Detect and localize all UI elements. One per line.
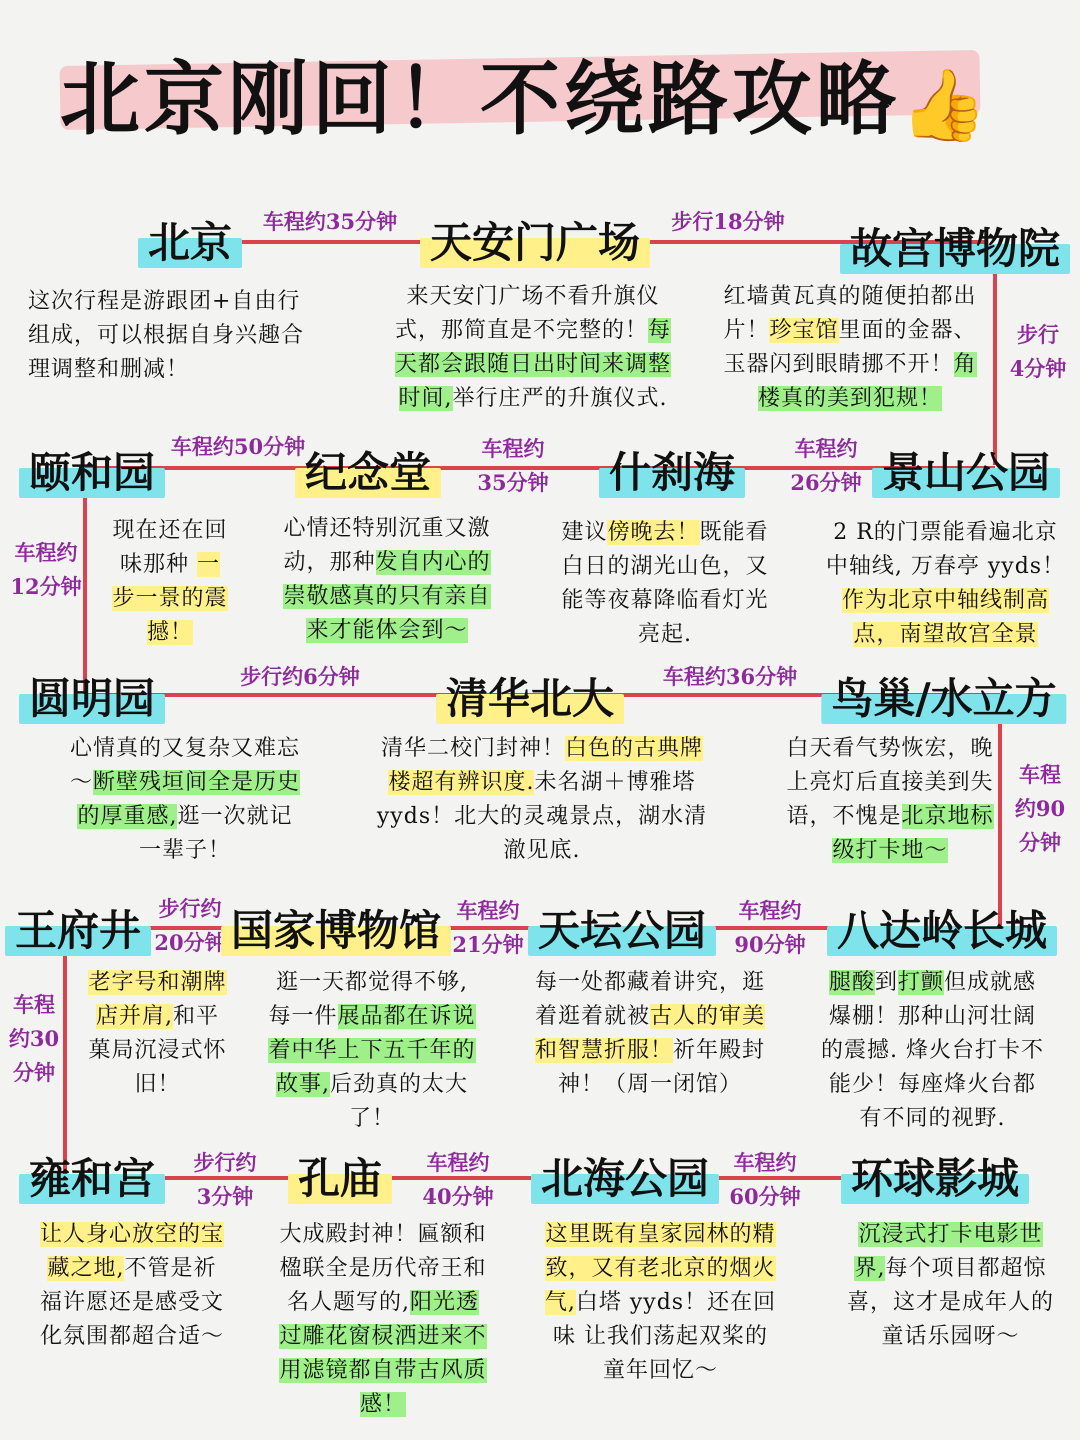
- desc-highlight: 傍晚去！: [607, 520, 700, 545]
- desc-gugong: [705, 280, 995, 416]
- desc-text: 清华二校门封神！: [380, 736, 565, 761]
- desc-highlight: 气,: [544, 1290, 576, 1315]
- desc-text: 心情真的又复杂又难忘: [69, 736, 300, 761]
- desc-highlight: 阳光透: [409, 1290, 479, 1315]
- desc-text: 童话乐园呀～: [881, 1324, 1020, 1349]
- desc-highlight: 级打卡地～: [832, 838, 948, 863]
- place-gugong: 故宫博物院: [840, 222, 1070, 280]
- desc-highlight: 北京地标: [901, 804, 994, 829]
- desc-highlight: 步一景的震: [112, 586, 228, 611]
- time-line: 分钟: [1018, 830, 1061, 855]
- desc-highlight: 撼！: [146, 620, 193, 645]
- desc-highlight: 界,: [854, 1256, 886, 1281]
- desc-text: 味那种: [119, 552, 189, 577]
- time-line: 约30: [8, 1026, 60, 1051]
- desc-text: 童年回忆～: [602, 1358, 718, 1383]
- time-line: 车程: [1018, 762, 1061, 787]
- desc-text: 一辈子！: [138, 838, 231, 863]
- desc-text: yyds！北大的灵魂景点，湖水清: [376, 804, 708, 829]
- time-line: 40分钟: [422, 1184, 494, 1209]
- time-niaochao-badaling: [1015, 758, 1065, 860]
- time-line: 35分钟: [477, 470, 549, 495]
- desc-text: 举行庄严的升旗仪式.: [452, 386, 668, 411]
- desc-highlight: 用滤镜都自带古风质: [279, 1358, 487, 1383]
- time-line: 4分钟: [1009, 356, 1067, 381]
- desc-yuanmingyuan: [40, 732, 330, 868]
- desc-highlight: 让人身心放空的宝: [39, 1222, 224, 1247]
- desc-highlight: 一: [197, 552, 221, 577]
- place-niaochao: 鸟巢/水立方: [821, 672, 1066, 730]
- page-title: [60, 50, 992, 150]
- desc-text: 现在还在回: [112, 518, 228, 543]
- time-jiniantang-shichahai: [477, 432, 548, 500]
- time-line: 步行约: [193, 1150, 257, 1175]
- time-line: 12分钟: [10, 574, 82, 599]
- desc-highlight: 断壁残垣间全是历史: [93, 770, 301, 795]
- desc-text: 楹联全是历代帝王和: [279, 1256, 487, 1281]
- desc-text: 每一处都藏着讲究，逛: [534, 970, 765, 995]
- desc-wangfujing: [75, 966, 240, 1102]
- desc-highlight: 点，南望故宫全景: [853, 622, 1038, 647]
- thumbs-up-icon: 👍: [900, 64, 992, 147]
- place-qinghua: 清华北大: [436, 672, 624, 730]
- desc-tiantan: [510, 966, 790, 1102]
- desc-highlight: 藏之地,: [47, 1256, 125, 1281]
- time-line: 车程: [12, 992, 55, 1017]
- time-line: 车程约: [426, 1150, 490, 1175]
- time-line: 21分钟: [452, 932, 524, 957]
- place-huanqiu: 环球影城: [841, 1152, 1029, 1210]
- time-yiheyuan-yuanmingyuan: [10, 536, 81, 604]
- time-tiananmen-gugong: 步行18分钟: [671, 209, 785, 234]
- desc-guobo: [252, 966, 492, 1136]
- desc-text: 白日的湖光山色，又: [561, 554, 769, 579]
- desc-highlight: 崇敬感真的只有亲自: [283, 584, 491, 609]
- desc-text: 祈年殿封: [673, 1038, 766, 1063]
- desc-text: 既能看: [699, 520, 769, 545]
- place-tiantan: 天坛公园: [528, 904, 716, 962]
- desc-text: 语，不愧是: [786, 804, 902, 829]
- place-tiananmen: 天安门广场: [420, 216, 650, 274]
- desc-text: 式，那简直是不完整的！: [394, 318, 648, 343]
- time-line: 步行约: [158, 896, 222, 921]
- desc-highlight: 每: [648, 318, 672, 343]
- desc-text: 到: [874, 970, 898, 995]
- time-line: 约90: [1014, 796, 1066, 821]
- time-beijing-tiananmen: 车程约35分钟: [262, 209, 398, 234]
- desc-highlight: 角: [953, 352, 977, 377]
- time-tiantan-badaling: [734, 894, 805, 962]
- desc-text: 福许愿还是感受文: [39, 1290, 224, 1315]
- desc-highlight: 打颤: [898, 970, 945, 995]
- place-wangfujing: 王府井: [5, 904, 151, 962]
- desc-highlight: 店并肩,: [95, 1004, 173, 1029]
- time-shichahai-jingshan: [790, 432, 861, 500]
- desc-text: 白塔 yyds！还在回: [575, 1290, 777, 1315]
- time-line: 90分钟: [734, 932, 806, 957]
- desc-text: 化氛围都超合适～: [39, 1324, 224, 1349]
- desc-badaling: [800, 966, 1065, 1136]
- desc-text: 能少！每座烽火台都: [828, 1072, 1036, 1097]
- desc-highlight: 着中华上下五千年的: [268, 1038, 476, 1063]
- time-line: 车程约: [481, 436, 545, 461]
- desc-text: 片！: [723, 318, 770, 343]
- desc-shichahai: [540, 516, 790, 652]
- desc-highlight: 天都会跟随日出时间来调整: [394, 352, 671, 377]
- desc-line: 理调整和删减！: [28, 357, 190, 382]
- desc-text: 亮起.: [638, 622, 692, 647]
- desc-highlight: 楼超有辨识度.: [388, 770, 535, 795]
- desc-highlight: 腿酸: [828, 970, 875, 995]
- desc-highlight: 故事,: [275, 1072, 330, 1097]
- desc-text: 逛一次就记: [177, 804, 293, 829]
- desc-kongmiao: [258, 1218, 508, 1422]
- desc-text: 澈见底.: [503, 838, 581, 863]
- desc-text: 来天安门广场不看升旗仪: [406, 284, 660, 309]
- place-shichahai: 什刹海: [599, 446, 745, 504]
- desc-highlight: 古人的审美: [650, 1004, 766, 1029]
- desc-text: 红墙黄瓦真的随便拍都出: [723, 284, 977, 309]
- desc-text: 神！（周一闭馆）: [557, 1072, 742, 1097]
- desc-text: 玉器闪到眼睛挪不开！: [723, 352, 954, 377]
- place-jingshan: 景山公园: [872, 446, 1060, 504]
- place-kongmiao: 孔庙: [288, 1152, 392, 1210]
- time-wangfujing-yonghegong: [9, 988, 59, 1090]
- desc-jiniantang: [262, 512, 512, 648]
- desc-text: 心情还特别沉重又激: [283, 516, 491, 541]
- desc-text: 菓局沉浸式怀: [88, 1038, 227, 1063]
- desc-highlight: 老字号和潮牌: [88, 970, 227, 995]
- desc-text: 爆棚！那种山河壮阔: [828, 1004, 1036, 1029]
- desc-text: 每一件: [268, 1004, 338, 1029]
- desc-text: 有不同的视野.: [859, 1106, 1006, 1131]
- place-jiniantang: 纪念堂: [295, 446, 441, 504]
- desc-highlight: 感！: [359, 1392, 406, 1417]
- time-gugong-jingshan: [1010, 318, 1067, 386]
- desc-intro: [28, 285, 348, 387]
- desc-text: 每个项目都超惊: [885, 1256, 1047, 1281]
- desc-highlight: 楼真的美到犯规！: [757, 386, 942, 411]
- time-line: 车程约: [733, 1150, 797, 1175]
- time-line: 步行: [1017, 322, 1059, 347]
- place-yonghegong: 雍和宫: [19, 1152, 165, 1210]
- desc-niaochao: [770, 732, 1010, 868]
- time-guobo-tiantan: [452, 894, 523, 962]
- desc-highlight: 来才能体会到～: [306, 618, 468, 643]
- desc-text: 味 让我们荡起双桨的: [553, 1324, 768, 1349]
- desc-text: 逛一天都觉得不够,: [276, 970, 468, 995]
- desc-text: 未名湖＋博雅塔: [534, 770, 696, 795]
- time-line: 20分钟: [154, 930, 226, 955]
- desc-highlight: 这里既有皇家园林的精: [545, 1222, 776, 1247]
- time-line: 车程约: [456, 898, 520, 923]
- desc-text: 着逛着就被: [534, 1004, 650, 1029]
- desc-text: 上亮灯后直接美到失: [786, 770, 994, 795]
- desc-text: 里面的金器、: [838, 318, 977, 343]
- desc-text: 旧！: [134, 1072, 181, 1097]
- time-yiheyuan-jiniantang: 车程约50分钟: [170, 434, 306, 459]
- desc-text: 动，那种: [283, 550, 376, 575]
- desc-text: 喜，这才是成年人的: [846, 1290, 1054, 1315]
- time-qinghua-niaochao: 车程约36分钟: [662, 664, 798, 689]
- desc-highlight: 展品都在诉说: [337, 1004, 476, 1029]
- time-yuanmingyuan-qinghua: 步行约6分钟: [240, 664, 360, 689]
- desc-line: 组成，可以根据自身兴趣合: [28, 323, 305, 348]
- desc-text: 大成殿封神！匾额和: [279, 1222, 487, 1247]
- place-guobo: 国家博物馆: [221, 904, 451, 962]
- desc-jingshan: [818, 516, 1073, 652]
- place-yuanmingyuan: 圆明园: [19, 672, 165, 730]
- place-beijing: 北京: [138, 216, 242, 274]
- desc-text: 但成就感: [944, 970, 1037, 995]
- desc-qinghua: [362, 732, 722, 868]
- desc-text: 白天看气势恢宏，晚: [786, 736, 994, 761]
- desc-highlight: 沉浸式打卡电影世: [858, 1222, 1043, 1247]
- desc-text: 能等夜幕降临看灯光: [561, 588, 769, 613]
- place-yiheyuan: 颐和园: [19, 446, 165, 504]
- desc-text: 名人题写的,: [286, 1290, 410, 1315]
- time-line: 分钟: [12, 1060, 55, 1085]
- time-kongmiao-beihai: [422, 1146, 493, 1214]
- desc-text: 后劲真的太大: [329, 1072, 468, 1097]
- desc-yonghegong: [22, 1218, 242, 1354]
- place-badaling: 八达岭长城: [827, 904, 1057, 962]
- time-yonghegong-kongmiao: [194, 1146, 257, 1214]
- time-line: 26分钟: [790, 470, 862, 495]
- desc-highlight: 作为北京中轴线制高: [841, 588, 1049, 613]
- desc-beihai: [518, 1218, 803, 1388]
- time-line: 车程约: [738, 898, 802, 923]
- desc-text: 建议: [561, 520, 608, 545]
- desc-highlight: 致，又有老北京的烟火: [545, 1256, 776, 1281]
- desc-text: 2 R的门票能看遍北京: [833, 520, 1058, 545]
- desc-text: 不管是祈: [124, 1256, 217, 1281]
- desc-text: 了！: [348, 1106, 395, 1131]
- desc-highlight: 珍宝馆: [769, 318, 839, 343]
- desc-text: ～: [69, 770, 93, 795]
- time-beihai-huanqiu: [729, 1146, 800, 1214]
- desc-highlight: 时间,: [398, 386, 453, 411]
- title-text: 北京刚回！不绕路攻略: [60, 53, 900, 146]
- desc-text: 和平: [172, 1004, 219, 1029]
- desc-highlight: 发自内心的: [375, 550, 491, 575]
- desc-highlight: 的厚重感,: [77, 804, 178, 829]
- time-line: 车程约: [14, 540, 78, 565]
- desc-highlight: 和智慧折服！: [534, 1038, 673, 1063]
- desc-yiheyuan: [95, 514, 245, 650]
- place-beihai: 北海公园: [531, 1152, 719, 1210]
- time-line: 60分钟: [729, 1184, 801, 1209]
- time-wangfujing-guobo: [154, 892, 225, 960]
- desc-highlight: 过雕花窗棂洒进来不: [279, 1324, 487, 1349]
- desc-tiananmen: [368, 280, 698, 416]
- desc-text: 中轴线, 万春亭 yyds！: [825, 554, 1066, 579]
- time-line: 3分钟: [196, 1184, 254, 1209]
- desc-highlight: 白色的古典牌: [565, 736, 704, 761]
- desc-text: 的震撼. 烽火台打卡不: [821, 1038, 1044, 1063]
- time-line: 车程约: [794, 436, 858, 461]
- desc-huanqiu: [828, 1218, 1073, 1354]
- desc-line: 这次行程是游跟团+自由行: [28, 289, 301, 314]
